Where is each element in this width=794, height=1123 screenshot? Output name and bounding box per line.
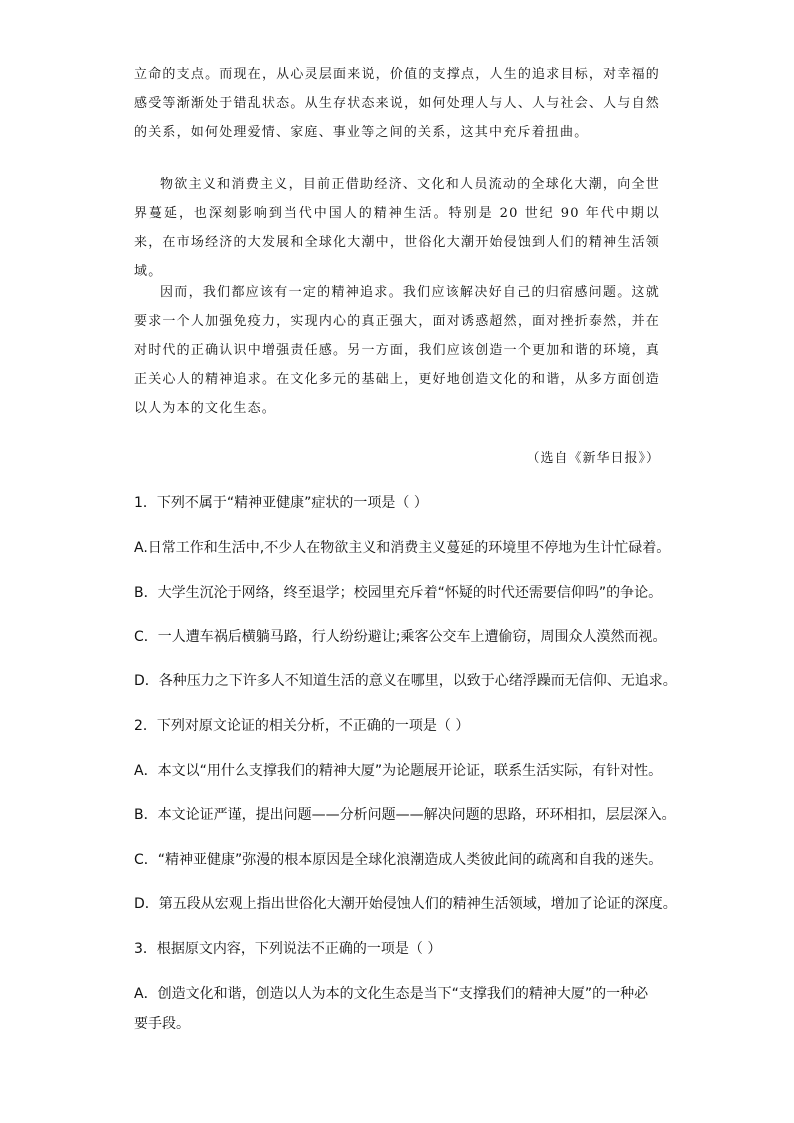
question-1-stem: 1．下列不属于“精神亚健康”症状的一项是（ ）	[134, 495, 428, 511]
question-1-option-a: A.日常工作和生活中,不少人在物欲主义和消费主义蔓延的环境里不停地为生计忙碌着。	[134, 540, 671, 556]
question-2-option-d: D．第五段从宏观上指出世俗化大潮开始侵蚀人们的精神生活领域，增加了论证的深度。	[134, 896, 677, 912]
question-2-option-c: C．“精神亚健康”弥漫的根本原因是全球化浪潮造成人类彼此间的疏离和自我的迷失。	[134, 852, 663, 868]
question-2-option-a: A．本文以“用什么支撑我们的精神大厦”为论题展开论证，联系生活实际，有针对性。	[134, 763, 663, 779]
passage-paragraph-1: 立命的支点。而现在，从心灵层面来说，价值的支撑点，人生的追求目标，对幸福的感受等渐渐处于错乱状态。从生存状态来说，如何处理人与人、人与社会、人与自然的关系，如何处理爱情、家庭、事业等之间的关系，这其中充斥着扭曲。	[134, 67, 660, 140]
question-1-option-b: B．大学生沉沦于网络，终至退学；校园里充斥着“怀疑的时代还需要信仰吗”的争论。	[134, 585, 663, 601]
question-3-option-a: A．创造文化和谐，创造以人为本的文化生态是当下“支撑我们的精神大厦”的一种必要手段。	[134, 986, 649, 1032]
question-2-stem: 2．下列对原文论证的相关分析，不正确的一项是（ ）	[134, 718, 470, 734]
passage-paragraph-2: 物欲主义和消费主义，目前正借助经济、文化和人员流动的全球化大潮，向全世界蔓延，也深刻影响到当代中国人的精神生活。特别是 20 世纪 90 年代中期以来，在市场经济的大发展和全球化大潮中，世俗化大潮开始侵蚀到人们的精神生活领域。	[134, 177, 660, 279]
question-1-option-c: C．一人遭车祸后横躺马路，行人纷纷避让;乘客公交车上遭偷窃，周围众人漠然而视。	[134, 629, 667, 645]
question-1-option-d: D．各种压力之下许多人不知道生活的意义在哪里，以致于心绪浮躁而无信仰、无追求。	[134, 673, 677, 689]
source-attribution: （选自《新华日报》）	[526, 451, 660, 466]
question-3-stem: 3．根据原文内容，下列说法不正确的一项是（ ）	[134, 941, 442, 957]
question-2-option-b: B．本文论证严谨，提出问题——分析问题——解决问题的思路，环环相扣，层层深入。	[134, 807, 676, 823]
passage-paragraph-3: 因而，我们都应该有一定的精神追求。我们应该解决好自己的归宿感问题。这就要求一个人加强免疫力，实现内心的真正强大，面对诱惑超然，面对挫折泰然，并在对时代的正确认识中增强责任感。另一方面，我们应该创造一个更加和谐的环境，真正关心人的精神追求。在文化多元的基础上，更好地创造文化的和谐，从多方面创造以人为本的文化生态。	[134, 285, 660, 416]
